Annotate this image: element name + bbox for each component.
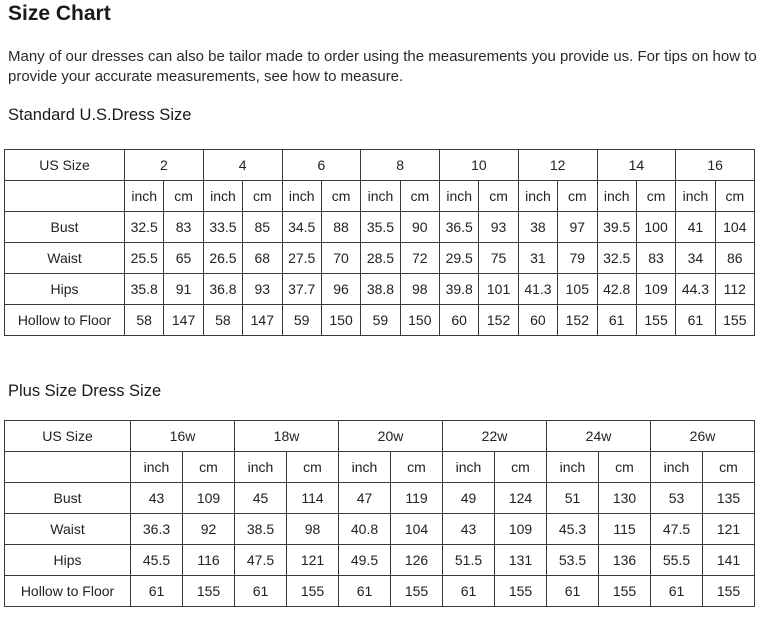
measurement-label: Waist [5,514,131,545]
measurement-value: 72 [400,243,439,274]
measurement-value: 155 [183,576,235,607]
size-column-header: 14 [597,150,676,181]
measurement-value: 98 [287,514,339,545]
measurement-value: 45.3 [547,514,599,545]
measurement-value: 150 [321,305,360,336]
measurement-value: 119 [391,483,443,514]
table-row [5,483,755,514]
measurement-value: 55.5 [651,545,703,576]
size-column-header: 20w [339,421,443,452]
measurement-value: 136 [599,545,651,576]
measurement-value: 36.3 [131,514,183,545]
unit-header-cell: inch [518,181,557,212]
measurement-value: 61 [235,576,287,607]
unit-header-cell: cm [164,181,203,212]
size-column-header: 6 [282,150,361,181]
unit-header-cell: cm [558,181,597,212]
measurement-value: 90 [400,212,439,243]
measurement-value: 59 [361,305,400,336]
measurement-value: 130 [599,483,651,514]
unit-header-cell: cm [400,181,439,212]
size-column-header: 16 [676,150,755,181]
unit-header-cell: cm [703,452,755,483]
table-row [5,305,755,336]
measurement-value: 131 [495,545,547,576]
measurement-value: 34.5 [282,212,321,243]
measurement-value: 68 [243,243,282,274]
size-header-row [5,421,755,452]
measurement-value: 155 [495,576,547,607]
measurement-value: 44.3 [676,274,715,305]
size-column-header: 12 [518,150,597,181]
unit-header-cell: inch [203,181,242,212]
measurement-value: 98 [400,274,439,305]
unit-header-cell: inch [443,452,495,483]
measurement-value: 155 [599,576,651,607]
measurement-value: 88 [321,212,360,243]
unit-header-cell: cm [243,181,282,212]
measurement-value: 101 [479,274,518,305]
measurement-value: 92 [183,514,235,545]
table-row [5,243,755,274]
measurement-value: 124 [495,483,547,514]
unit-header-cell: cm [287,452,339,483]
measurement-value: 91 [164,274,203,305]
measurement-value: 150 [400,305,439,336]
measurement-value: 116 [183,545,235,576]
measurement-value: 86 [715,243,754,274]
unit-header-blank [5,452,131,483]
measurement-label: Bust [5,212,125,243]
measurement-value: 42.8 [597,274,636,305]
intro-text: Many of our dresses can also be tailor made to order using the measurements you provide us. For tips on how to provide your accurate measurements, see how to measure. [8,48,757,85]
table-row [5,212,755,243]
measurement-value: 152 [479,305,518,336]
measurement-value: 114 [287,483,339,514]
measurement-value: 38.8 [361,274,400,305]
measurement-value: 61 [443,576,495,607]
unit-header-blank [5,181,125,212]
measurement-value: 40.8 [339,514,391,545]
measurement-value: 36.8 [203,274,242,305]
measurement-value: 61 [597,305,636,336]
measurement-value: 53.5 [547,545,599,576]
table-row [5,514,755,545]
measurement-value: 105 [558,274,597,305]
table-row [5,274,755,305]
unit-header-cell: cm [479,181,518,212]
measurement-value: 61 [676,305,715,336]
measurement-value: 33.5 [203,212,242,243]
unit-header-cell: inch [547,452,599,483]
unit-header-cell: cm [183,452,235,483]
measurement-label: Hollow to Floor [5,576,131,607]
unit-header-row [5,181,755,212]
measurement-value: 38.5 [235,514,287,545]
measurement-value: 45 [235,483,287,514]
measurement-label: Waist [5,243,125,274]
unit-header-cell: inch [339,452,391,483]
measurement-value: 83 [636,243,675,274]
measurement-value: 28.5 [361,243,400,274]
measurement-value: 32.5 [597,243,636,274]
size-column-header: 16w [131,421,235,452]
measurement-value: 75 [479,243,518,274]
measurement-value: 93 [479,212,518,243]
table-row [5,576,755,607]
unit-header-cell: cm [715,181,754,212]
measurement-value: 61 [651,576,703,607]
size-header-cell: US Size [5,421,131,452]
measurement-value: 60 [440,305,479,336]
measurement-value: 58 [125,305,164,336]
measurement-value: 38 [518,212,557,243]
measurement-value: 35.8 [125,274,164,305]
measurement-value: 39.8 [440,274,479,305]
measurement-value: 32.5 [125,212,164,243]
plus-size-table [4,420,755,607]
measurement-value: 43 [443,514,495,545]
unit-header-cell: cm [391,452,443,483]
measurement-value: 155 [715,305,754,336]
measurement-value: 26.5 [203,243,242,274]
unit-header-cell: inch [235,452,287,483]
measurement-value: 83 [164,212,203,243]
unit-header-cell: inch [125,181,164,212]
measurement-value: 155 [703,576,755,607]
unit-header-row [5,452,755,483]
standard-size-title: Standard U.S.Dress Size [8,106,192,124]
measurement-value: 47.5 [235,545,287,576]
measurement-value: 109 [636,274,675,305]
unit-header-cell: inch [282,181,321,212]
measurement-value: 85 [243,212,282,243]
measurement-value: 47 [339,483,391,514]
unit-header-cell: inch [597,181,636,212]
measurement-value: 100 [636,212,675,243]
measurement-value: 49 [443,483,495,514]
unit-header-cell: cm [599,452,651,483]
size-column-header: 18w [235,421,339,452]
measurement-label: Hips [5,545,131,576]
measurement-value: 35.5 [361,212,400,243]
measurement-value: 109 [183,483,235,514]
measurement-value: 97 [558,212,597,243]
measurement-value: 41.3 [518,274,557,305]
measurement-value: 141 [703,545,755,576]
measurement-value: 45.5 [131,545,183,576]
measurement-value: 39.5 [597,212,636,243]
size-column-header: 24w [547,421,651,452]
measurement-value: 135 [703,483,755,514]
measurement-value: 79 [558,243,597,274]
plus-size-title: Plus Size Dress Size [8,382,162,400]
unit-header-cell: inch [651,452,703,483]
measurement-value: 112 [715,274,754,305]
page-title: Size Chart [8,2,111,25]
measurement-value: 51 [547,483,599,514]
table-row [5,545,755,576]
measurement-label: Hollow to Floor [5,305,125,336]
measurement-value: 121 [287,545,339,576]
measurement-value: 115 [599,514,651,545]
unit-header-cell: inch [361,181,400,212]
size-column-header: 2 [125,150,204,181]
size-column-header: 4 [203,150,282,181]
size-column-header: 8 [361,150,440,181]
measurement-value: 147 [164,305,203,336]
measurement-value: 93 [243,274,282,305]
measurement-value: 36.5 [440,212,479,243]
size-header-cell: US Size [5,150,125,181]
unit-header-cell: cm [321,181,360,212]
measurement-value: 41 [676,212,715,243]
measurement-value: 96 [321,274,360,305]
measurement-label: Bust [5,483,131,514]
measurement-value: 47.5 [651,514,703,545]
measurement-value: 147 [243,305,282,336]
measurement-value: 121 [703,514,755,545]
measurement-value: 65 [164,243,203,274]
measurement-value: 34 [676,243,715,274]
measurement-value: 31 [518,243,557,274]
size-column-header: 10 [440,150,519,181]
unit-header-cell: cm [636,181,675,212]
measurement-value: 49.5 [339,545,391,576]
unit-header-cell: inch [440,181,479,212]
measurement-value: 155 [391,576,443,607]
measurement-value: 61 [339,576,391,607]
measurement-value: 126 [391,545,443,576]
standard-size-table [4,149,755,336]
measurement-value: 109 [495,514,547,545]
measurement-value: 155 [636,305,675,336]
size-column-header: 26w [651,421,755,452]
measurement-label: Hips [5,274,125,305]
measurement-value: 29.5 [440,243,479,274]
measurement-value: 25.5 [125,243,164,274]
measurement-value: 155 [287,576,339,607]
measurement-value: 152 [558,305,597,336]
measurement-value: 43 [131,483,183,514]
measurement-value: 104 [391,514,443,545]
measurement-value: 58 [203,305,242,336]
measurement-value: 104 [715,212,754,243]
measurement-value: 59 [282,305,321,336]
measurement-value: 37.7 [282,274,321,305]
measurement-value: 61 [547,576,599,607]
unit-header-cell: cm [495,452,547,483]
measurement-value: 70 [321,243,360,274]
unit-header-cell: inch [676,181,715,212]
measurement-value: 27.5 [282,243,321,274]
measurement-value: 61 [131,576,183,607]
measurement-value: 51.5 [443,545,495,576]
unit-header-cell: inch [131,452,183,483]
size-column-header: 22w [443,421,547,452]
measurement-value: 53 [651,483,703,514]
measurement-value: 60 [518,305,557,336]
size-header-row [5,150,755,181]
